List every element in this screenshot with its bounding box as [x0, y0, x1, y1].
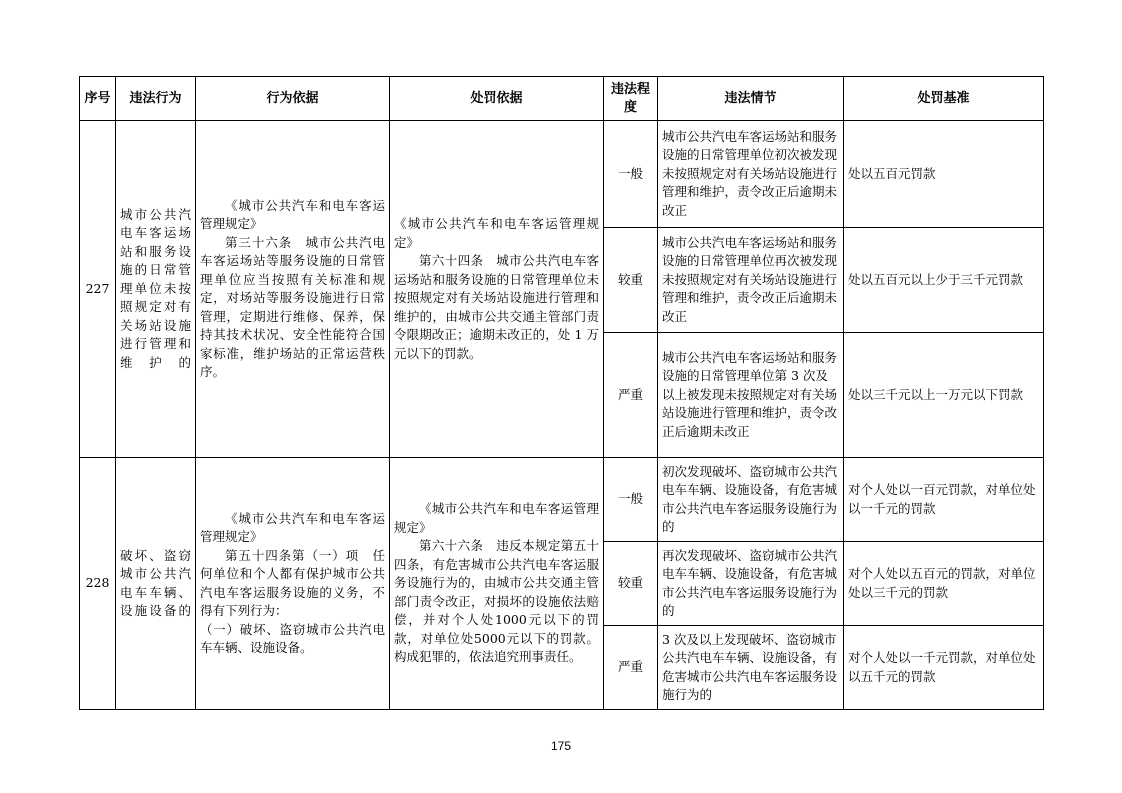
standard-cell: 对个人处以一百元罚款，对单位处以一千元的罚款 [844, 458, 1044, 542]
standard-cell: 处以三千元以上一万元以下罚款 [844, 333, 1044, 458]
col-header-penalty-basis: 处罚依据 [390, 77, 604, 121]
regulation-table [79, 76, 1044, 710]
col-header-circumstance: 违法情节 [658, 77, 844, 121]
circumstance-cell: 3 次及以上发现破坏、盗窃城市公共汽电车车辆、设施设备，有危害城市公共汽电车客运服务设施行为的 [658, 626, 844, 710]
col-header-standard: 处罚基准 [844, 77, 1044, 121]
penalty-basis [390, 458, 604, 710]
conduct-basis-text: 第三十六条 城市公共汽电车客运场站等服务设施的日常管理单位应当按照有关标准和规定，对场站等服务设施进行日常管理，定期进行维修、保养，保持其技术状况、安全性能符合国家标准，维护场站的正常运营秩序。 [200, 234, 385, 379]
circumstance-cell: 城市公共汽电车客运场站和服务设施的日常管理单位第 3 次及以上被发现未按照规定对有关场站设施进行管理和维护，责令改正后逾期未改正 [658, 333, 844, 458]
row-number: 228 [80, 458, 116, 710]
standard-cell: 处以五百元罚款 [844, 121, 1044, 228]
degree-cell: 较重 [604, 542, 658, 626]
col-header-act: 违法行为 [116, 77, 196, 121]
col-header-no: 序号 [80, 77, 116, 121]
conduct-basis [196, 458, 390, 710]
standard-cell: 对个人处以一千元罚款，对单位处以五千元的罚款 [844, 626, 1044, 710]
conduct-basis-title: 《城市公共汽车和电车客运管理规定》 [200, 197, 385, 231]
header-row [80, 77, 1044, 121]
conduct-basis-item: （一）破坏、盗窃城市公共汽电车车辆、设施设备。 [200, 621, 385, 655]
conduct-basis-text: 第五十四条第（一）项 任何单位和个人都有保护城市公共汽电车客运服务设施的义务，不得有下列行为： [200, 547, 385, 618]
circumstance-cell: 再次发现破坏、盗窃城市公共汽电车车辆、设施设备，有危害城市公共汽电车客运服务设施行为的 [658, 542, 844, 626]
conduct-basis [196, 121, 390, 458]
penalty-basis-title: 《城市公共汽车和电车客运管理规定》 [394, 216, 599, 250]
col-header-basis: 行为依据 [196, 77, 390, 121]
standard-cell: 处以五百元以上少于三千元罚款 [844, 228, 1044, 333]
conduct-basis-title: 《城市公共汽车和电车客运管理规定》 [200, 510, 385, 544]
penalty-basis-text: 第六十四条 城市公共汽电车客运场站和服务设施的日常管理单位未按照规定对有关场站设施进行管理和维护的，由城市公共交通主管部门责令限期改正；逾期未改正的，处 1 万元以下的罚款。 [394, 253, 599, 361]
penalty-basis-text: 第六十六条 违反本规定第五十四条，有危害城市公共汽电车客运服务设施行为的，由城市公共交通主管部门责令改正，对损坏的设施依法赔偿，并对个人处1000元以下的罚款，对单位处5000元以下的罚款。构成犯罪的，依法追究刑事责任。 [394, 538, 599, 665]
col-header-degree: 违法程度 [604, 77, 658, 121]
page-number: 175 [550, 739, 572, 753]
degree-cell: 严重 [604, 626, 658, 710]
degree-cell: 一般 [604, 458, 658, 542]
penalty-basis [390, 121, 604, 458]
violation-act: 城市公共汽电车客运场站和服务设施的日常管理单位未按照规定对有关场站设施进行管理和维护的 [116, 121, 196, 458]
table-row [80, 458, 1044, 542]
circumstance-cell: 城市公共汽电车客运场站和服务设施的日常管理单位再次被发现未按照规定对有关场站设施进行管理和维护，责令改正后逾期未改正 [658, 228, 844, 333]
degree-cell: 严重 [604, 333, 658, 458]
table-row [80, 121, 1044, 228]
circumstance-cell: 初次发现破坏、盗窃城市公共汽电车车辆、设施设备，有危害城市公共汽电车客运服务设施行为的 [658, 458, 844, 542]
violation-act: 破坏、盗窃城市公共汽电车车辆、设施设备的 [116, 458, 196, 710]
penalty-basis-title: 《城市公共汽车和电车客运管理规定》 [394, 501, 599, 535]
degree-cell: 一般 [604, 121, 658, 228]
standard-cell: 对个人处以五百元的罚款，对单位处以三千元的罚款 [844, 542, 1044, 626]
degree-cell: 较重 [604, 228, 658, 333]
row-number: 227 [80, 121, 116, 458]
circumstance-cell: 城市公共汽电车客运场站和服务设施的日常管理单位初次被发现未按照规定对有关场站设施进行管理和维护，责令改正后逾期未改正 [658, 121, 844, 228]
